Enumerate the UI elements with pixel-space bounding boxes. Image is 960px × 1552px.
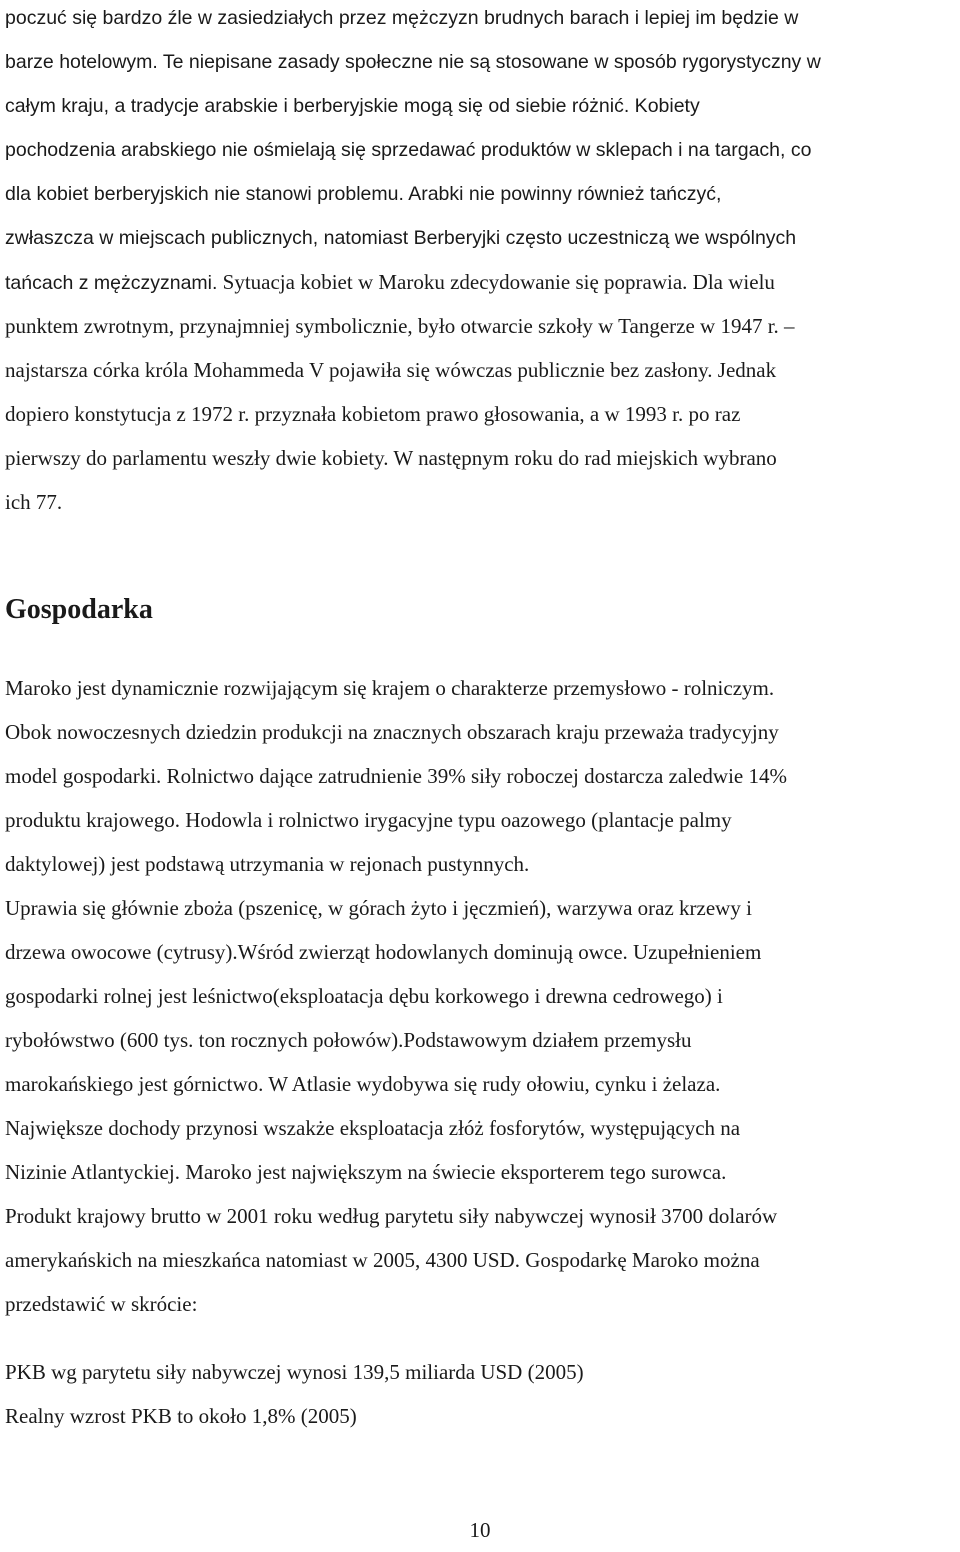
- text-segment-serif: Sytuacja kobiet w Maroku zdecydowanie się poprawia. Dla wielu: [217, 270, 775, 294]
- text-line: drzewa owocowe (cytrusy).Wśród zwierząt hodowlanych dominują owce. Uzupełnieniem: [5, 940, 762, 964]
- text-line: ich 77.: [5, 490, 63, 514]
- text-line: Nizinie Atlantyckiej. Maroko jest największym na świecie eksporterem tego surowca.: [5, 1160, 727, 1184]
- text-line: punktem zwrotnym, przynajmniej symbolicznie, było otwarcie szkoły w Tangerze w 1947 r. –: [5, 314, 795, 338]
- text-line: dla kobiet berberyjskich nie stanowi problemu. Arabki nie powinny również tańczyć,: [5, 183, 722, 205]
- text-line: całym kraju, a tradycje arabskie i berberyjskie mogą się od siebie różnić. Kobiety: [5, 95, 700, 117]
- text-line: rybołówstwo (600 tys. ton rocznych połowów).Podstawowym działem przemysłu: [5, 1028, 692, 1052]
- text-line: przedstawić w skrócie:: [5, 1292, 198, 1316]
- text-line: pierwszy do parlamentu weszły dwie kobiety. W następnym roku do rad miejskich wybrano: [5, 446, 777, 470]
- text-line: model gospodarki. Rolnictwo dające zatrudnienie 39% siły roboczej dostarcza zaledwie 14%: [5, 764, 787, 788]
- text-line: daktylowej) jest podstawą utrzymania w rejonach pustynnych.: [5, 852, 530, 876]
- text-line: marokańskiego jest górnictwo. W Atlasie wydobywa się rudy ołowiu, cynku i żelaza.: [5, 1072, 721, 1096]
- text-line: gospodarki rolnej jest leśnictwo(eksploatacja dębu korkowego i drewna cedrowego) i: [5, 984, 723, 1008]
- paragraph-mixed-line: [5, 260, 955, 304]
- paragraph-women-rights: [5, 304, 955, 524]
- text-line: produktu krajowego. Hodowla i rolnictwo irygacyjne typu oazowego (plantacje palmy: [5, 808, 732, 832]
- text-line: pochodzenia arabskiego nie ośmielają się sprzedawać produktów w sklepach i na targach, co: [5, 139, 812, 161]
- paragraph-women-customs: [5, 0, 955, 260]
- text-line: Uprawia się głównie zboża (pszenicę, w górach żyto i jęczmień), warzywa oraz krzewy i: [5, 896, 752, 920]
- text-line: Obok nowoczesnych dziedzin produkcji na znacznych obszarach kraju przeważa tradycyjny: [5, 720, 779, 744]
- stat-line-growth: Realny wzrost PKB to około 1,8% (2005): [5, 1404, 357, 1428]
- text-line: dopiero konstytucja z 1972 r. przyznała kobietom prawo głosowania, a w 1993 r. po raz: [5, 402, 741, 426]
- paragraph-economy: [5, 666, 955, 1326]
- text-line: Produkt krajowy brutto w 2001 roku według parytetu siły nabywczej wynosił 3700 dolarów: [5, 1204, 778, 1228]
- text-line: [5, 260, 955, 304]
- stat-line-gdp: PKB wg parytetu siły nabywczej wynosi 139,5 miliarda USD (2005): [5, 1360, 584, 1384]
- text-line: Największe dochody przynosi wszakże eksploatacja złóż fosforytów, występujących na: [5, 1116, 741, 1140]
- section-heading: Gospodarka: [5, 594, 153, 625]
- text-line: najstarsza córka króla Mohammeda V pojawiła się wówczas publicznie bez zasłony. Jednak: [5, 358, 777, 382]
- text-line: Maroko jest dynamicznie rozwijającym się krajem o charakterze przemysłowo - rolniczym.: [5, 676, 775, 700]
- text-line: poczuć się bardzo źle w zasiedziałych przez mężczyzn brudnych barach i lepiej im będzie w: [5, 7, 799, 29]
- text-line: amerykańskich na mieszkańca natomiast w 2005, 4300 USD. Gospodarkę Maroko można: [5, 1248, 760, 1272]
- text-segment-sans: tańcach z mężczyznami.: [5, 272, 218, 294]
- text-line: barze hotelowym. Te niepisane zasady społeczne nie są stosowane w sposób rygorystyczny w: [5, 51, 821, 73]
- paragraph-stats: [5, 1350, 955, 1438]
- page-number: 10: [469, 1518, 491, 1542]
- text-line: zwłaszcza w miejscach publicznych, natomiast Berberyjki często uczestniczą we wspólnych: [5, 227, 797, 249]
